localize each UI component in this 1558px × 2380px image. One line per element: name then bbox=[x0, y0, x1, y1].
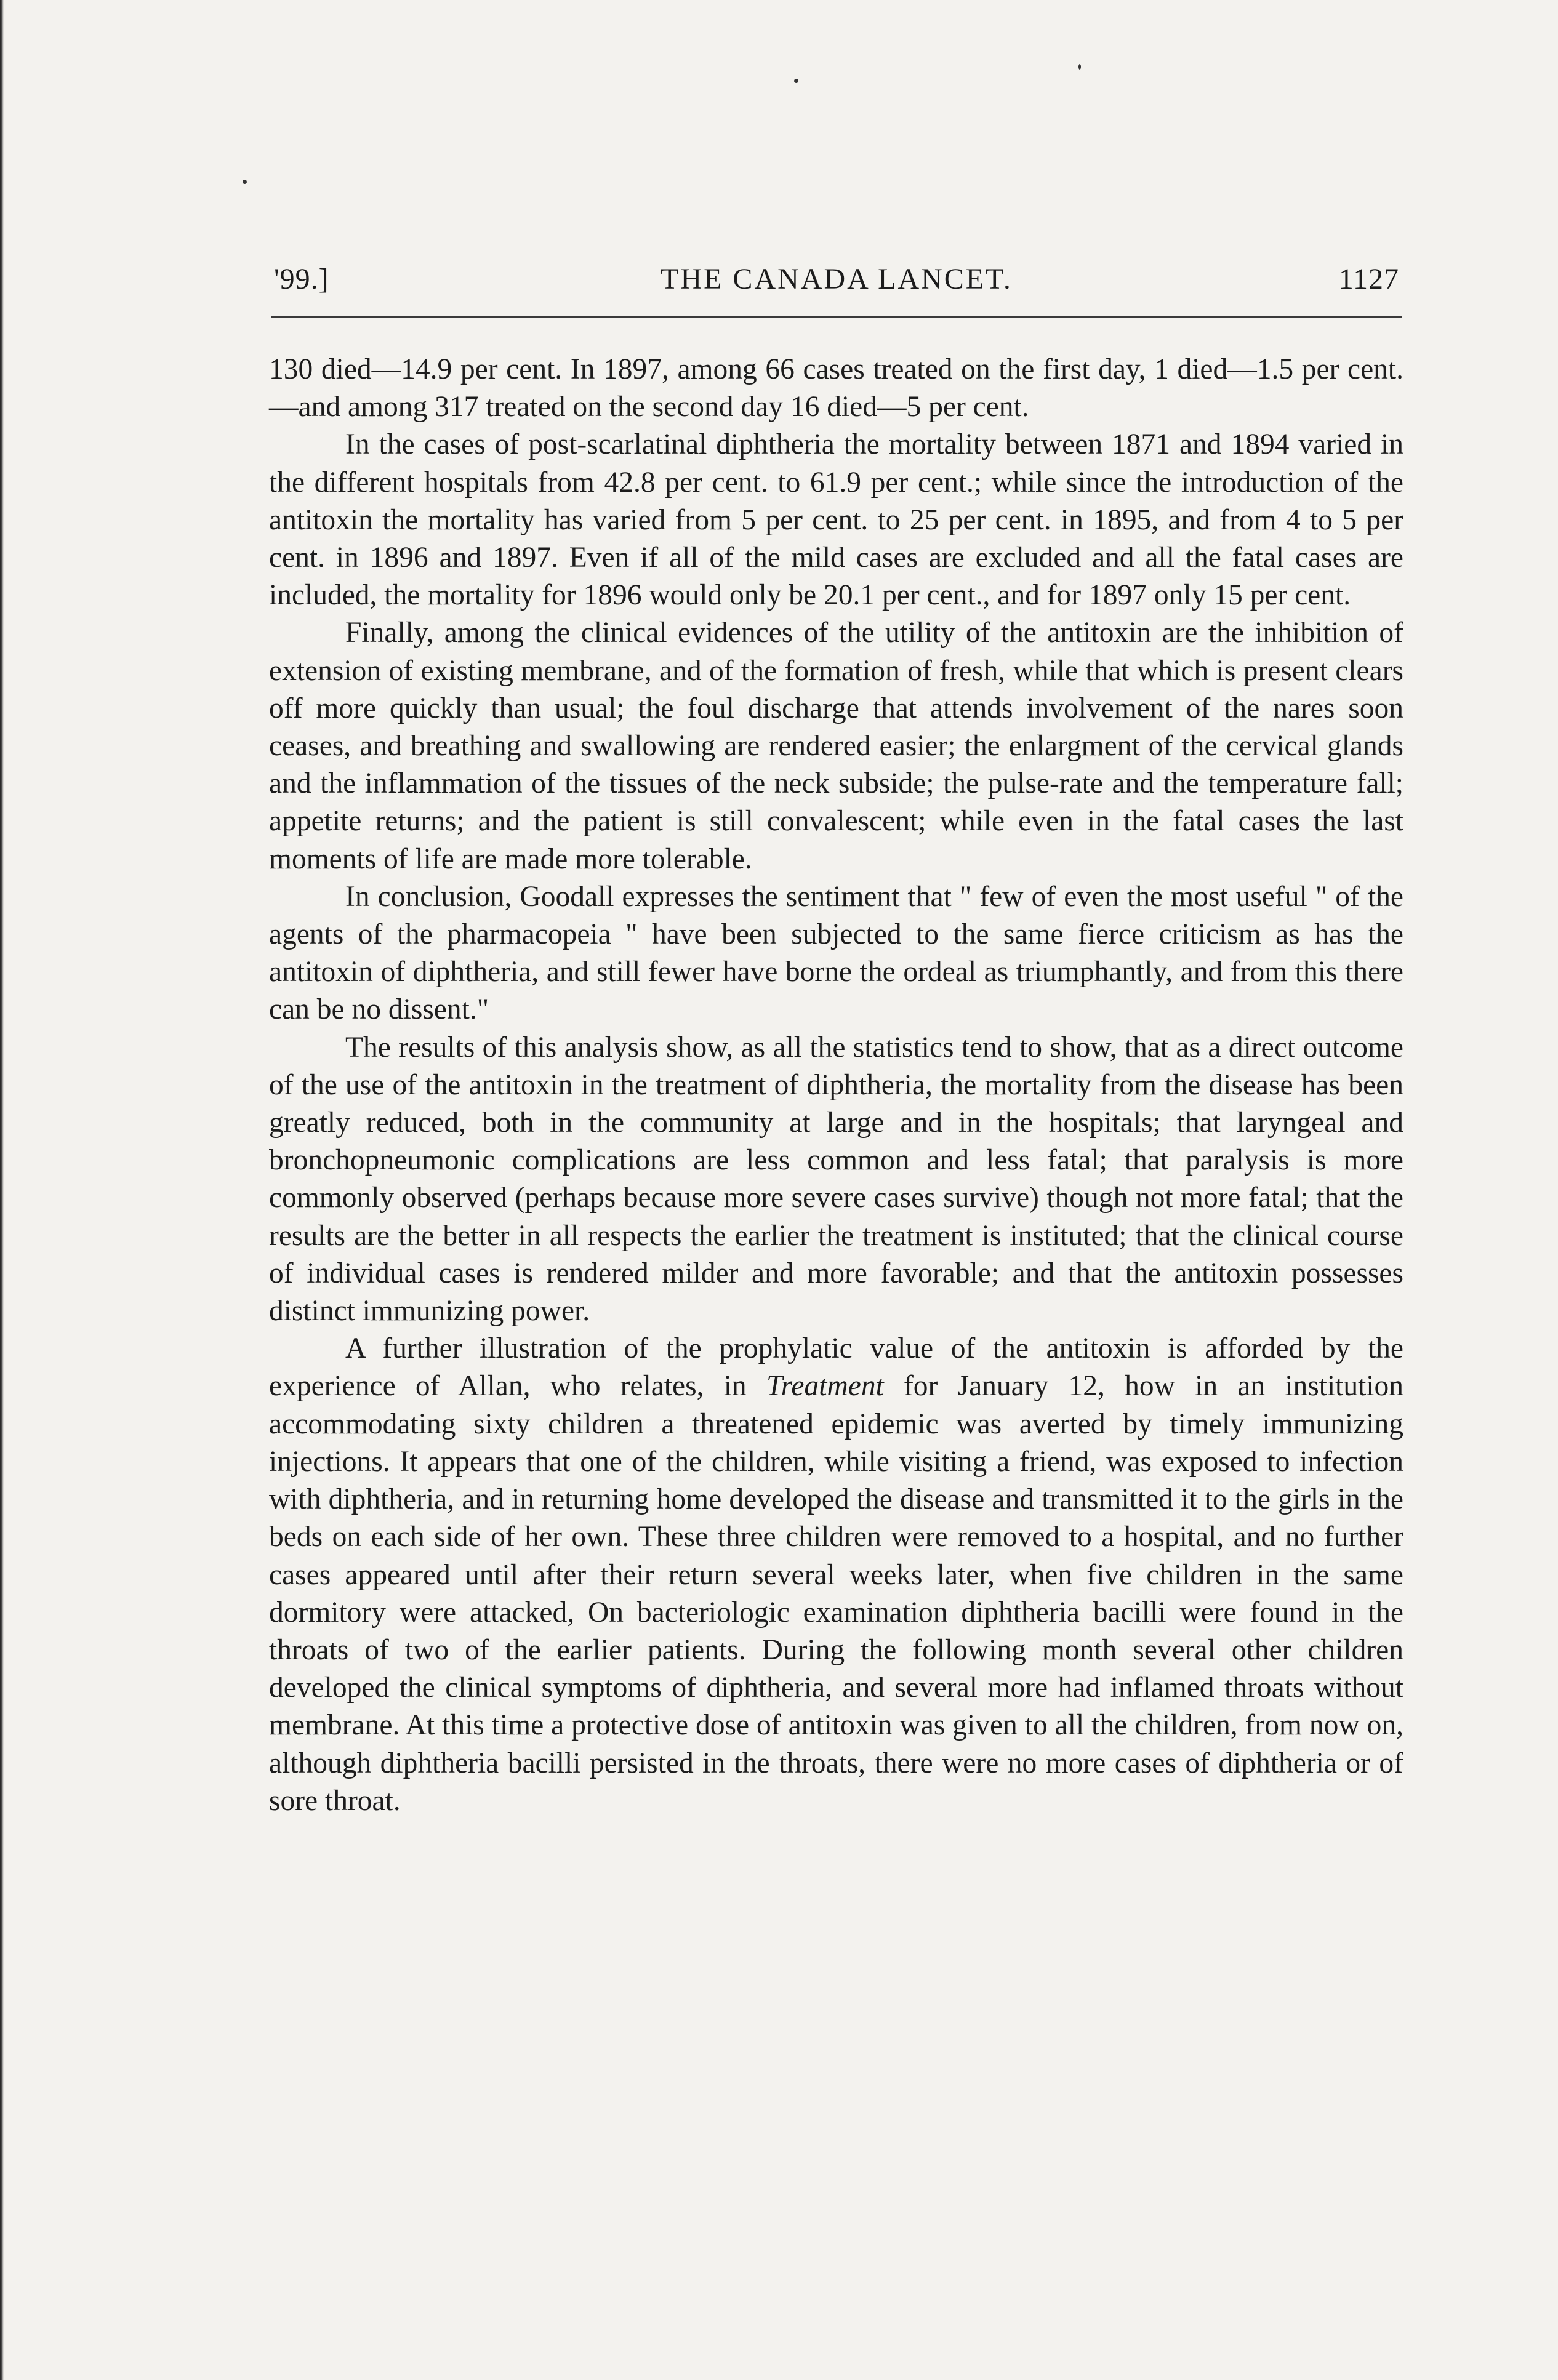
ink-speck bbox=[794, 79, 798, 83]
paragraph: In conclusion, Goodall expresses the sentiment that " few of even the most useful " of the agents of the pharmacopeia " have been subjected to the same fierce criticism as has the antitoxin of diphtheria, and still fewer have borne the ordeal as triumphantly, and from this there can be no dissent." bbox=[269, 880, 1403, 1026]
article-body bbox=[269, 351, 1403, 1820]
binding-edge bbox=[0, 0, 4, 2380]
paragraph: The results of this analysis show, as all the statistics tend to show, that as a direct outcome of the use of the antitoxin in the treatment of diphtheria, the mortality from the disease has been greatly reduced, both in the community at large and in the hospitals; that laryngeal and bronchopneumonic complications are less common and less fatal; that paralysis is more commonly observed (perhaps because more severe cases survive) though not more fatal; that the results are the better in all respects the earlier the treatment is instituted; that the clinical course of individual cases is rendered milder and more favorable; and that the antitoxin possesses distinct immunizing power. bbox=[269, 1031, 1403, 1328]
paragraph-text: for January 12, how in an institution accommodating sixty children a threatened epidemic was averted by timely immunizing injections. It appears that one of the children, while visiting a friend, was exposed to infection with diphtheria, and in returning home developed the disease and transmitted it to the girls in the beds on each side of her own. These three children were removed to a hospital, and no further cases appeared until after their return several weeks later, when five children in the same dormitory were attacked, On bacteriologic examination diphtheria bacilli were found in the throats of two of the earlier patients. During the following month several other children developed the clinical symptoms of diphtheria, and several more had inflamed throats without membrane. At this time a protective dose of antitoxin was given to all the children, from now on, although diphtheria bacilli persisted in the throats, there were no more cases of diphtheria or of sore throat. bbox=[269, 1370, 1403, 1817]
paragraph: Finally, among the clinical evidences of the utility of the antitoxin are the inhibition of extension of existing membrane, and of the formation of fresh, while that which is present clears off more quickly than usual; the foul discharge that attends involvement of the nares soon ceases, and breathing and swallowing are rendered easier; the enlargment of the cervical glands and the inflammation of the tissues of the neck subside; the pulse-rate and the temperature fall; appetite returns; and the patient is still convalescent; while even in the fatal cases the last moments of life are made more tolerable. bbox=[269, 617, 1403, 875]
paragraph bbox=[269, 1330, 1403, 1820]
running-header bbox=[274, 258, 1399, 302]
header-rule bbox=[271, 316, 1402, 318]
ink-speck bbox=[243, 180, 247, 184]
ink-speck bbox=[1078, 64, 1081, 70]
header-volume-ref: '99.] bbox=[274, 263, 329, 295]
paragraph: 130 died—14.9 per cent. In 1897, among 66 cases treated on the first day, 1 died—1.5 per cent.—and among 317 treated on the second day 16 died—5 per cent. bbox=[269, 353, 1403, 423]
journal-title-italic: Treatment bbox=[766, 1370, 884, 1403]
paragraph-text: A further illustration of the prophylatic value of the antitoxin is afforded by the experience of Allan, who relates, in bbox=[269, 1332, 1403, 1403]
page-number: 1127 bbox=[1338, 263, 1399, 295]
header-journal-title: THE CANADA LANCET. bbox=[661, 263, 1013, 295]
paragraph: In the cases of post-scarlatinal diphtheria the mortality between 1871 and 1894 varied in the different hospitals from 42.8 per cent. to 61.9 per cent.; while since the introduction of the antitoxin the mortality has varied from 5 per cent. to 25 per cent. in 1895, and from 4 to 5 per cent. in 1896 and 1897. Even if all of the mild cases are excluded and all the fatal cases are included, the mortality for 1896 would only be 20.1 per cent., and for 1897 only 15 per cent. bbox=[269, 428, 1403, 612]
